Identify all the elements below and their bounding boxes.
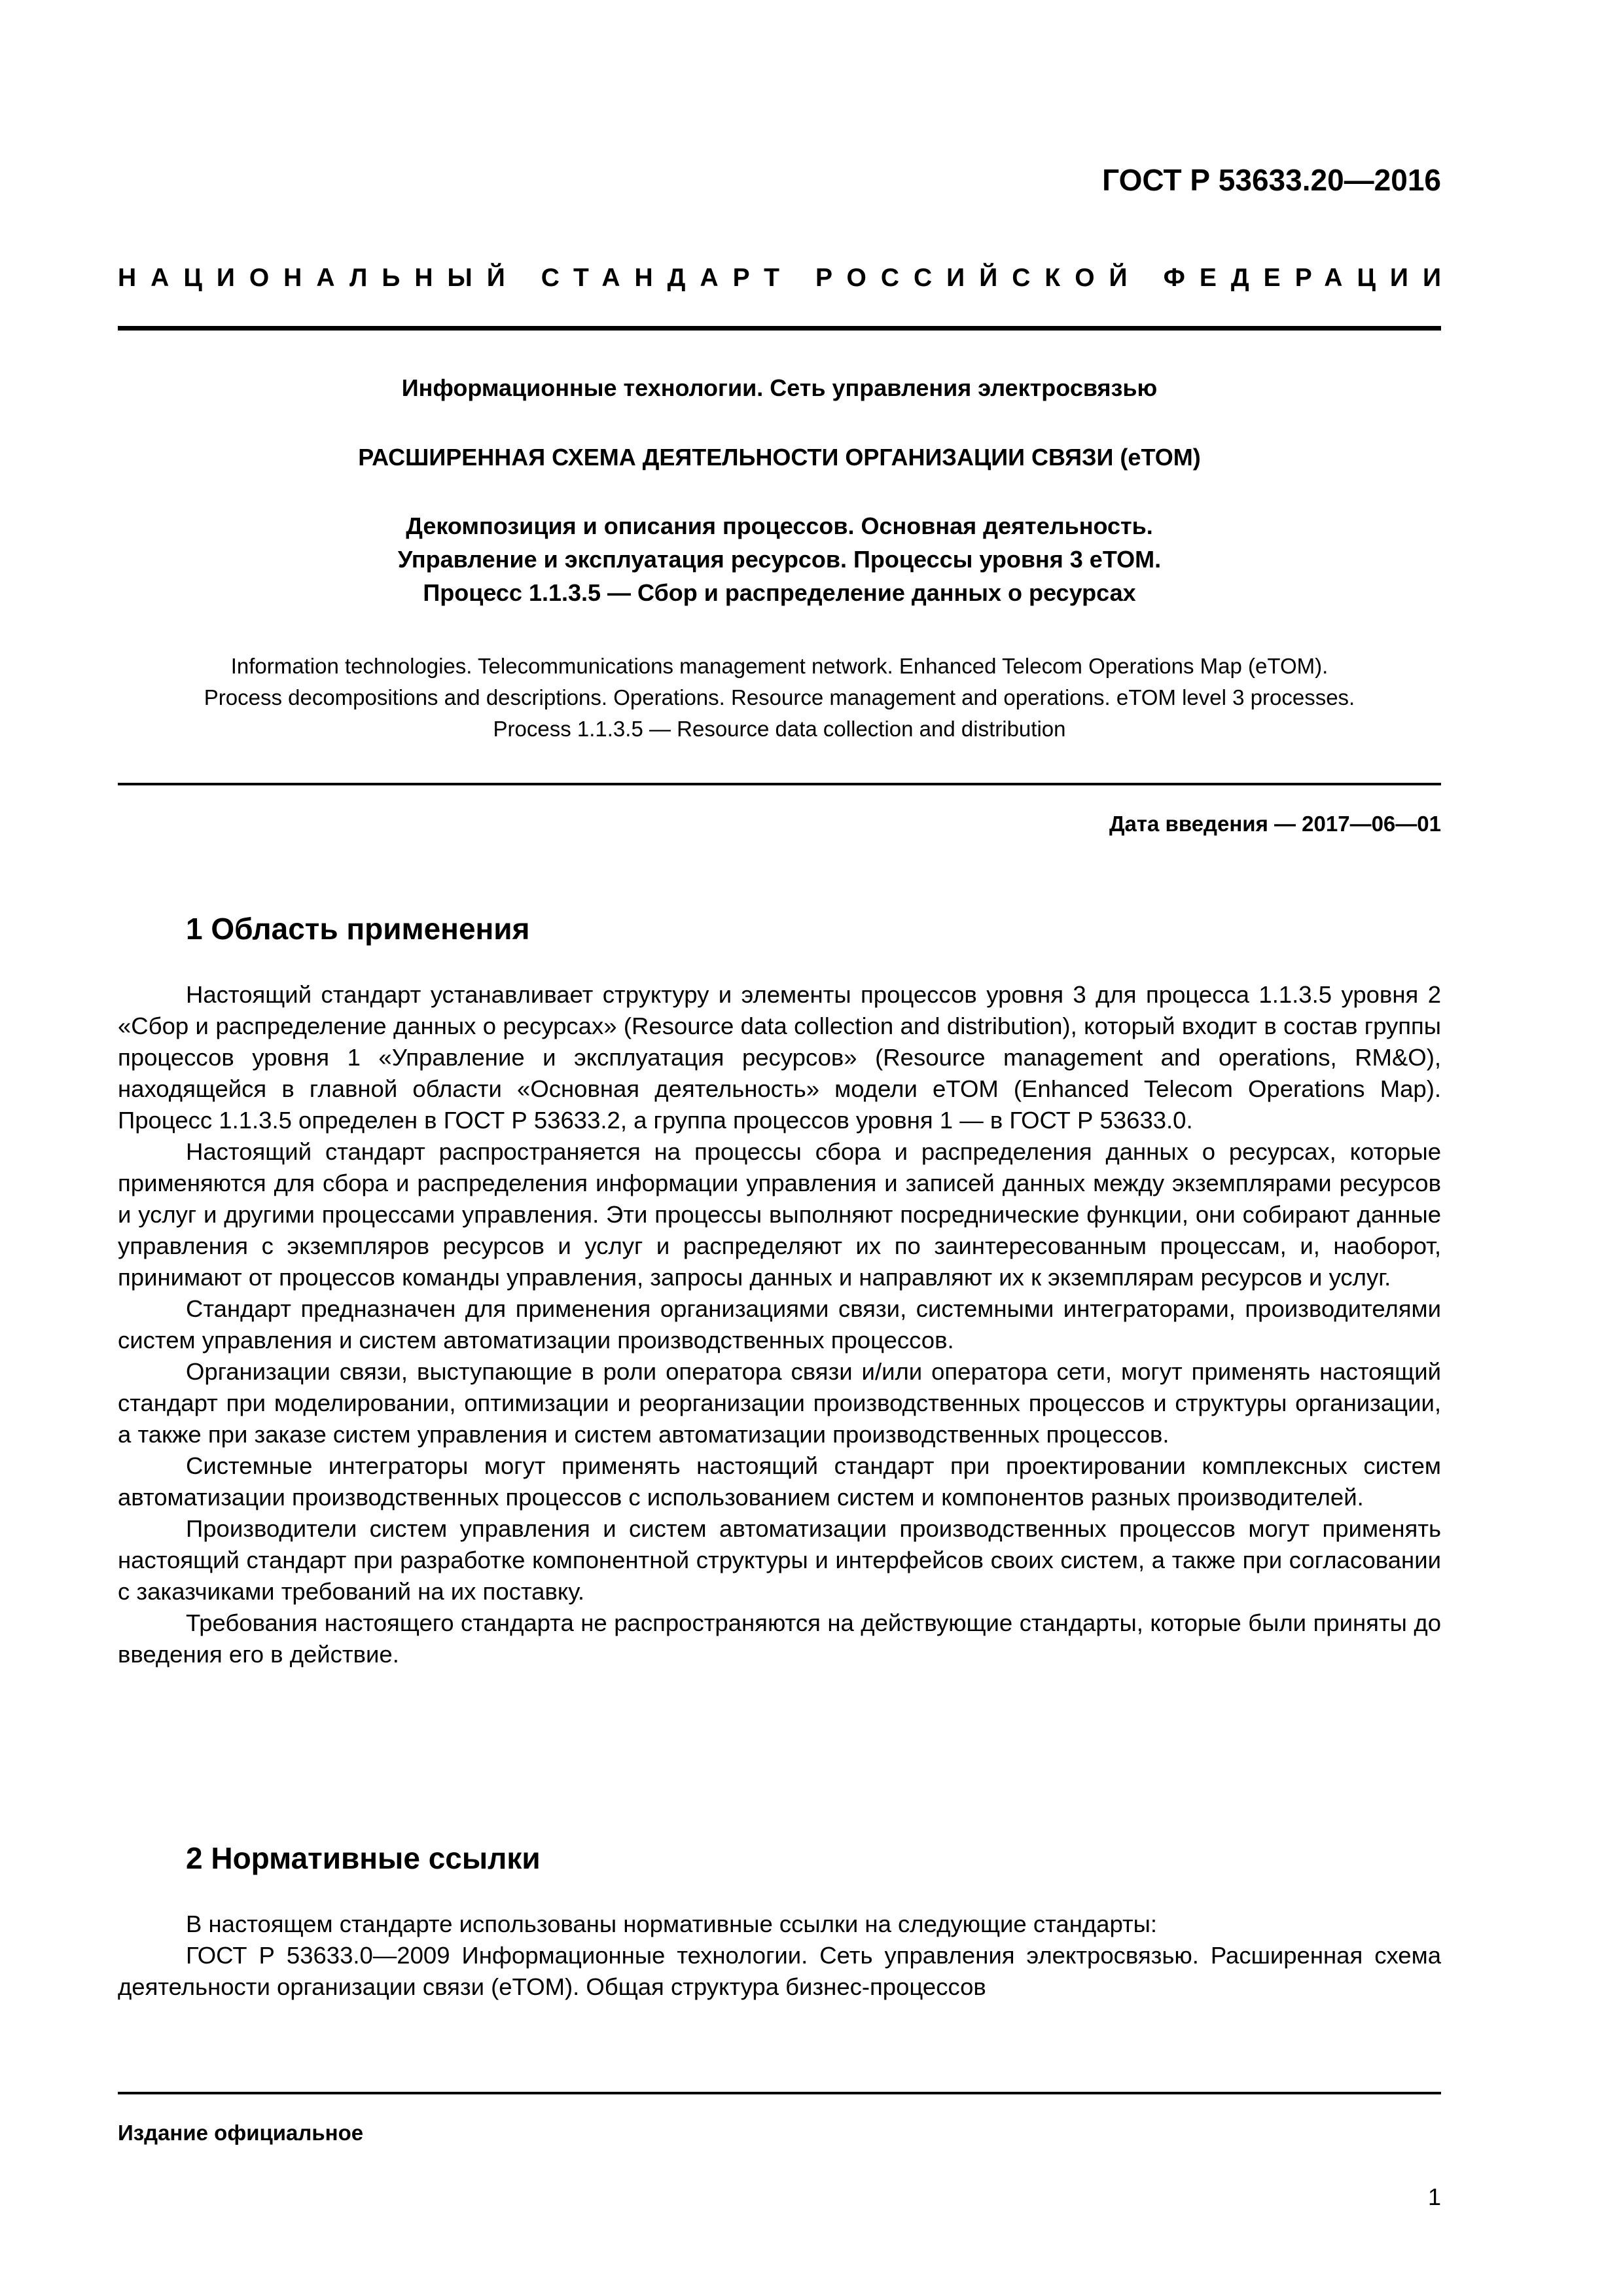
title-line-2: РАСШИРЕННАЯ СХЕМА ДЕЯТЕЛЬНОСТИ ОРГАНИЗАЦИИ СВЯЗИ (eTOM) xyxy=(358,444,1201,471)
paragraph: Требования настоящего стандарта не распространяются на действующие стандарты, которые были приняты до введения его в действие. xyxy=(118,1609,1441,1668)
national-standard-banner xyxy=(118,264,1455,293)
title-subtitle-line: Процесс 1.1.3.5 — Сбор и распределение данных о ресурсах xyxy=(423,579,1136,606)
section-1-heading: 1 Область применения xyxy=(186,912,530,946)
gost-number: ГОСТ Р 53633.20—2016 xyxy=(1102,163,1441,197)
title-divider xyxy=(118,783,1441,785)
paragraph: Организации связи, выступающие в роли оператора связи и/или оператора сети, могут применять настоящий стандарт при моделировании, оптимизации и реорганизации производственных процессов и структуры организации, а также при заказе систем управления и систем автоматизации производственных процессов. xyxy=(118,1358,1441,1448)
section-2-heading: 2 Нормативные ссылки xyxy=(186,1841,541,1875)
english-title-line: Information technologies. Telecommunications management network. Enhanced Telecom Operations Map (eTOM). xyxy=(230,654,1329,678)
banner-word: СТАНДАРТ xyxy=(541,264,794,292)
english-title-line: Process decompositions and descriptions. Operations. Resource management and operations. eTOM level 3 processes. xyxy=(204,685,1355,709)
paragraph: Настоящий стандарт распространяется на процессы сбора и распределения данных о ресурсах, которые применяются для сбора и распределения информации управления и записей данных между экземплярами ресурсов и услуг и другими процессами управления. Эти процессы выполняют посреднические функции, они собирают данные управления с экземпляров ресурсов и услуг и распределяют их по заинтересованным процессам, и, наоборот, принимают от процессов команды управления, запросы данных и направляют их к экземплярам ресурсов и услуг. xyxy=(118,1138,1441,1291)
banner-word: НАЦИОНАЛЬНЫЙ xyxy=(118,264,520,292)
english-title-block xyxy=(118,651,1441,745)
title-subtitle-line: Декомпозиция и описания процессов. Основная деятельность. xyxy=(406,512,1153,539)
paragraph: Производители систем управления и систем автоматизации производственных процессов могут применять настоящий стандарт при разработке компонентной структуры и интерфейсов своих систем, а также при согласовании с заказчиками требований на их поставку. xyxy=(118,1515,1441,1605)
paragraph: Стандарт предназначен для применения организациями связи, системными интеграторами, производителями систем управления и систем автоматизации производственных процессов. xyxy=(118,1295,1441,1354)
header-rule xyxy=(118,326,1441,331)
paragraph: Системные интеграторы могут применять настоящий стандарт при проектировании комплексных систем автоматизации производственных процессов с использованием систем и компонентов разных производителей. xyxy=(118,1452,1441,1511)
title-line-1: Информационные технологии. Сеть управления электросвязью xyxy=(401,374,1158,401)
english-title-line: Process 1.1.3.5 — Resource data collection and distribution xyxy=(493,717,1066,741)
official-edition-label: Издание официальное xyxy=(118,2121,364,2145)
page-number: 1 xyxy=(1427,2183,1441,2210)
section-2-body xyxy=(118,1909,1441,2003)
banner-word: РОССИЙСКОЙ xyxy=(815,264,1142,292)
banner-word: ФЕДЕРАЦИИ xyxy=(1163,264,1455,292)
paragraph: В настоящем стандарте использованы нормативные ссылки на следующие стандарты: xyxy=(186,1910,1158,1937)
section-1-body xyxy=(118,979,1441,1670)
paragraph: ГОСТ Р 53633.0—2009 Информационные технологии. Сеть управления электросвязью. Расширенная схема деятельности организации связи (eTOM). Общая структура бизнес-процессов xyxy=(118,1942,1441,2000)
paragraph: Настоящий стандарт устанавливает структуру и элементы процессов уровня 3 для процесса 1.1.3.5 уровня 2 «Сбор и распределение данных о ресурсах» (Resource data collection and distribution), который входит в состав группы процессов уровня 1 «Управление и эксплуатация ресурсов» (Resource management and operations, RM&O), находящейся в главной области «Основная деятельность» модели eTOM (Enhanced Telecom Operations Map). Процесс 1.1.3.5 определен в ГОСТ Р 53633.2, а группа процессов уровня 1 — в ГОСТ Р 53633.0. xyxy=(118,981,1441,1134)
title-subtitle-line: Управление и эксплуатация ресурсов. Процессы уровня 3 eTOM. xyxy=(397,546,1162,573)
introduction-date: Дата введения — 2017—06—01 xyxy=(1109,812,1441,836)
footer-rule xyxy=(118,2092,1441,2094)
title-subtitle-block xyxy=(118,509,1441,609)
